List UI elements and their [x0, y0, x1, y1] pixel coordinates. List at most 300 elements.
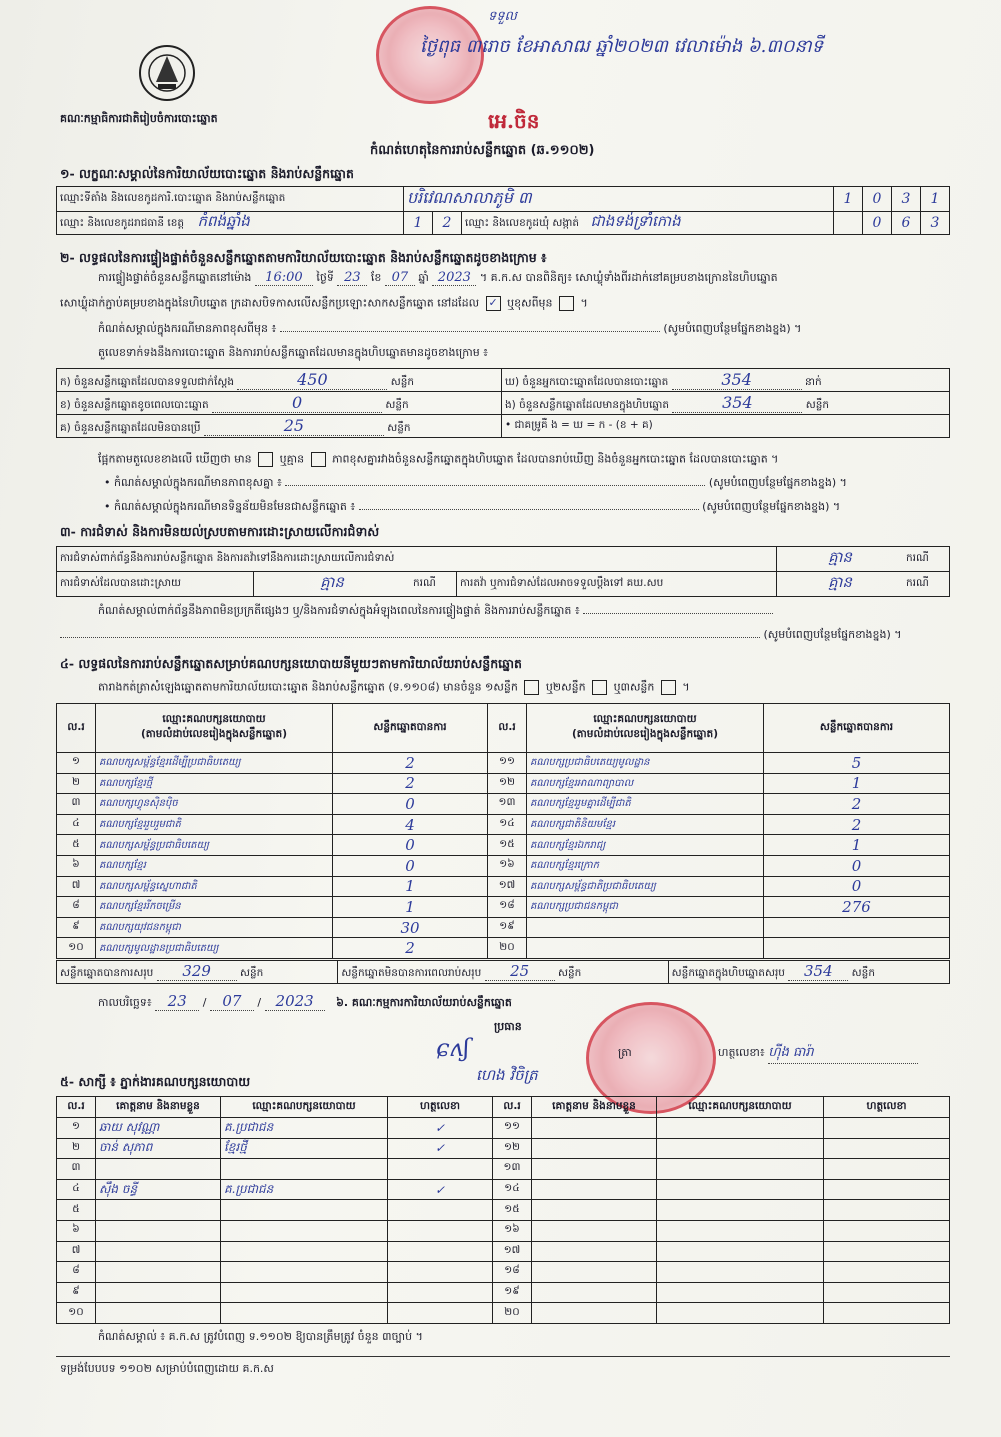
complaint-count-value: គ្មាន	[777, 547, 904, 572]
date-line: កាលបរិច្ឆេទ៖ 23 / 07 / 2023 ៦. គណៈកម្មការការិយាល័យរាប់សន្លឹកឆ្នោត	[98, 992, 512, 1010]
witness-col-sign-left: ហត្ថលេខា	[388, 1097, 493, 1118]
resolved-label: ការជំទាស់ដែលបានដោះស្រាយ	[57, 572, 254, 597]
party-name: គណបក្សខ្មែរឯករាជ្យ	[527, 835, 764, 856]
verify-text: ។ គ.ក.ស បានពិនិត្យ៖ សោឃ្លុំទាំងពីរដាក់នៅគម្របខាងក្រោននៃហិបឆ្នោត	[479, 271, 778, 284]
witness-party	[221, 1282, 388, 1303]
station-name: បរិវេណសាលាភូមិ ៣	[404, 187, 834, 212]
formula: • ជាគម្រូគឺ ង = ឃ = ក - (ខ + គ)	[502, 415, 950, 438]
province-code-1: 1	[404, 212, 433, 235]
figure-kha-value: 0	[212, 393, 382, 413]
changed-checkbox[interactable]	[559, 296, 574, 311]
witness-col-party-left: ឈ្មោះគណបក្សនយោបាយ	[221, 1097, 388, 1118]
witness-name	[96, 1200, 221, 1221]
figure-ngo-unit: សន្លឹក	[805, 398, 830, 411]
witness-party: ខ្មែរថ្មី	[221, 1138, 388, 1159]
date-year: 2023	[265, 992, 325, 1011]
figure-ka-label: ក) ចំនួនសន្លឹកឆ្នោតដែលបានទទួលជាក់ស្តែង	[60, 375, 235, 388]
witness-no: ១៧	[493, 1241, 532, 1262]
chair-name: ហេង វិចិត្រ	[476, 1066, 538, 1084]
party-name: គណបក្សប្រជាធិបតេយ្យមូលដ្ឋាន	[527, 753, 764, 774]
results-col-party-left-title: ឈ្មោះគណបក្សនយោបាយ	[162, 713, 266, 725]
sign-line	[718, 1044, 918, 1064]
figure-ko-unit: សន្លឹក	[387, 421, 411, 434]
diff-note-field[interactable]	[285, 485, 705, 486]
figures-table	[56, 368, 950, 438]
nonballot-note-label: • កំណត់សម្គាល់ក្នុងករណីមានទិន្នន័យមិនមែនជាសន្លឹកឆ្នោត ៖	[104, 500, 356, 513]
complaints-table	[56, 546, 950, 597]
witness-party	[657, 1118, 824, 1139]
witness-name	[532, 1262, 657, 1283]
witness-no: ៦	[57, 1220, 96, 1241]
witness-party: គ.ប្រជាជន	[221, 1118, 388, 1139]
irregularity-note-field-2[interactable]	[60, 637, 760, 638]
commune-code-3: 3	[921, 212, 950, 235]
verify-month-label: ខែ	[370, 271, 382, 284]
chair-label: ប្រធាន	[494, 1020, 522, 1033]
form-footer: ទម្រង់បែបបទ ១១០២ សម្រាប់បំពេញដោយ គ.ក.ស	[60, 1362, 274, 1375]
figure-ko	[57, 415, 502, 438]
witness-row	[57, 1303, 950, 1324]
witness-signature	[388, 1220, 493, 1241]
results-col-no-right: ល.រ	[488, 704, 527, 753]
results-row	[57, 814, 950, 835]
difference-check-line	[98, 452, 958, 469]
verify-year-label: ឆ្នាំ	[418, 271, 429, 284]
difference-note-hint: (សូមបំពេញបន្ថែមផ្នែកខាងខ្នង) ។	[663, 322, 802, 335]
witness-party	[657, 1179, 824, 1200]
diff-no-label: ឬគ្មាន	[279, 452, 305, 466]
party-no: ៨	[57, 897, 96, 918]
witness-name	[96, 1241, 221, 1262]
party-name	[527, 938, 764, 959]
witness-name	[96, 1282, 221, 1303]
tally-sheet-2-label: ឬ២សន្លឹក	[545, 680, 586, 694]
diff-note-hint: (សូមបំពេញបន្ថែមផ្នែកខាងខ្នង) ។	[708, 476, 847, 489]
committee-name: គណៈកម្មាធិការជាតិរៀបចំការបោះឆ្នោត	[60, 112, 218, 125]
date-month: 07	[210, 992, 254, 1011]
party-name: គណបក្សហ្វុនស៊ិនប៉ិច	[96, 794, 333, 815]
figure-ko-value: 25	[204, 416, 384, 436]
witness-signature	[388, 1200, 493, 1221]
witness-row	[57, 1138, 950, 1159]
figure-ka-value: 450	[237, 370, 387, 390]
witness-name	[532, 1303, 657, 1324]
final-note: កំណត់សម្គាល់ ៖ គ.ក.ស ត្រូវបំពេញ ទ.១១០២ ឱ្យបានត្រឹមត្រូវ ចំនួន ៣ច្បាប់ ។	[98, 1330, 423, 1343]
station-code-2: 0	[863, 187, 892, 212]
witness-row	[57, 1200, 950, 1221]
diff-yes-label: ផ្អែកតាមតួលេខខាងលើ ឃើញថា មាន	[98, 452, 252, 466]
sign-label: ហត្ថលេខា៖	[718, 1046, 765, 1059]
figure-kho-value: 354	[672, 370, 802, 390]
witness-name: ឆាយ សុវណ្ណា	[96, 1118, 221, 1139]
results-row	[57, 876, 950, 897]
party-name: គណបក្សយុវជនកម្ពុជា	[96, 917, 333, 938]
witness-name: ស៊ឹង ចន្ធី	[96, 1179, 221, 1200]
witness-signature	[824, 1220, 950, 1241]
witness-name	[96, 1262, 221, 1283]
witness-name	[532, 1220, 657, 1241]
party-name: គណបក្សខ្មែររីកចម្រើន	[96, 897, 333, 918]
witness-name	[532, 1159, 657, 1180]
witness-signature	[824, 1138, 950, 1159]
party-name: គណបក្សខ្មែរក្រោក	[527, 855, 764, 876]
results-col-party-right-sub: (តាមលំដាប់លេខរៀងក្នុងសន្លឹកឆ្នោត)	[571, 728, 719, 740]
party-no: ១៩	[488, 917, 527, 938]
diff-no-checkbox[interactable]	[311, 452, 326, 467]
party-name: គណបក្សខ្មែររួបរួមជាតិ	[96, 814, 333, 835]
party-no: ២០	[488, 938, 527, 959]
witness-signature: ✓	[388, 1179, 493, 1200]
results-row	[57, 917, 950, 938]
witness-party	[221, 1220, 388, 1241]
tally-3-checkbox[interactable]	[661, 680, 676, 695]
nonballot-note-hint: (សូមបំពេញបន្ថែមផ្នែកខាងខ្នង) ។	[702, 500, 841, 513]
total-valid-unit: សន្លឹក	[240, 967, 264, 979]
witness-party	[221, 1159, 388, 1180]
appeal-value: គ្មាន	[777, 572, 904, 597]
results-col-party-right-title: ឈ្មោះគណបក្សនយោបាយ	[593, 713, 697, 725]
irregularity-note	[98, 604, 773, 620]
results-row	[57, 835, 950, 856]
witness-party: គ.ប្រជាជន	[221, 1179, 388, 1200]
seal-status-text: សោឃ្លុំដាក់ភ្ជាប់គម្របខាងក្នុងនៃហិបឆ្នោត ក្រដាសបិទកាសលើសន្លឹកប្រឡោះសាកសន្លឹកឆ្នោត នៅដដែល	[60, 296, 480, 310]
witness-name	[532, 1138, 657, 1159]
party-votes: 4	[333, 814, 488, 835]
witness-no: ១៩	[493, 1282, 532, 1303]
resolved-value: គ្មាន	[254, 572, 411, 597]
commune-code-1: 0	[863, 212, 892, 235]
party-votes: 0	[333, 835, 488, 856]
verify-year: 2023	[432, 270, 476, 286]
difference-note-field[interactable]	[280, 331, 660, 332]
diff-yes-checkbox[interactable]	[258, 452, 273, 467]
witness-no: ៤	[57, 1179, 96, 1200]
witness-signature	[824, 1118, 950, 1139]
date-day: 23	[155, 992, 199, 1011]
witness-party	[657, 1159, 824, 1180]
seal-label: ត្រា	[618, 1046, 632, 1059]
witness-no: ១៦	[493, 1220, 532, 1241]
witness-row	[57, 1282, 950, 1303]
form-title: កំណត់ហេតុនៃការរាប់សន្លឹកឆ្នោត (ឆ.១១០២)	[370, 143, 595, 158]
results-col-votes-right: សន្លឹកឆ្នោតបានការ	[764, 704, 950, 753]
province-code-2: 2	[433, 212, 462, 235]
witness-no: ១៥	[493, 1200, 532, 1221]
results-row	[57, 794, 950, 815]
party-no: ១៣	[488, 794, 527, 815]
section5-heading: ៥- សាក្សី ៖ ភ្នាក់ងារគណបក្សនយោបាយ	[60, 1074, 251, 1089]
party-no: ៩	[57, 917, 96, 938]
party-name: គណបក្សខ្មែរថ្មី	[96, 773, 333, 794]
tally-sheet-line: តារាងកត់ត្រាសំឡេងឆ្នោតតាមការិយាល័យបោះឆ្នោត និងរាប់សន្លឹកឆ្នោត (ទ.១១០៨) មានចំនួន ១សន្លឹក ឬ២សន្លឹក ឬ៣សន្លឹក ។	[98, 680, 690, 694]
witness-no: ៧	[57, 1241, 96, 1262]
witness-party	[657, 1282, 824, 1303]
unchanged-checkbox[interactable]: ✓	[486, 296, 501, 311]
sign-name: ហ៊ីង ធារ៉ា	[768, 1044, 918, 1064]
results-col-party-right	[527, 704, 764, 753]
results-totals	[56, 960, 950, 984]
party-name: គណបក្សសម្ព័ន្ធស្នេហាជាតិ	[96, 876, 333, 897]
party-votes: 2	[764, 814, 950, 835]
party-name: គណបក្សប្រជាជនកម្ពុជា	[527, 897, 764, 918]
witness-signature	[824, 1179, 950, 1200]
results-table	[56, 703, 950, 959]
figure-ka-unit: សន្លឹក	[390, 375, 415, 388]
party-votes: 30	[333, 917, 488, 938]
witness-no: ១៤	[493, 1179, 532, 1200]
verify-time-label: ការផ្ទៀងផ្ទាត់ចំនួនសន្លឹកឆ្នោតនៅម៉ោង	[98, 271, 252, 284]
figure-kho-label: ឃ) ចំនួនអ្នកបោះឆ្នោតដែលបានបោះឆ្នោត	[505, 375, 669, 388]
witness-party	[657, 1200, 824, 1221]
party-votes: 1	[764, 773, 950, 794]
irregularity-note-2	[60, 628, 950, 644]
witness-col-sign-right: ហត្ថលេខា	[824, 1097, 950, 1118]
witness-row	[57, 1220, 950, 1241]
figures-intro: តួលេខទាក់ទងនឹងការបោះឆ្នោត និងការរាប់សន្លឹកឆ្នោតដែលមានក្នុងហិបឆ្នោតមានដូចខាងក្រោម ៖	[98, 346, 489, 359]
results-row	[57, 938, 950, 959]
witness-row	[57, 1118, 950, 1139]
tally-sheet-1-label: តារាងកត់ត្រាសំឡេងឆ្នោតតាមការិយាល័យបោះឆ្នោត និងរាប់សន្លឹកឆ្នោត (ទ.១១០៨) មានចំនួន ១សន្លឹក	[98, 680, 518, 694]
commune-row	[462, 212, 834, 235]
party-no: ៦	[57, 855, 96, 876]
tally-1-checkbox[interactable]	[524, 680, 539, 695]
witness-name: ចាន់ សុភាព	[96, 1138, 221, 1159]
irregularity-note-label: កំណត់សម្គាល់ពាក់ព័ន្ធនឹងភាពមិនប្រក្រតីផ្សេងៗ ឬ/និងការជំទាស់ក្នុងអំឡុងពេលនៃការផ្ទៀងផ្ទាត់ និងការរាប់សន្លឹកឆ្នោត ៖	[98, 604, 580, 617]
total-in-box-unit: សន្លឹក	[851, 967, 875, 979]
witness-signature	[824, 1200, 950, 1221]
party-name	[527, 917, 764, 938]
witness-signature: ✓	[388, 1138, 493, 1159]
results-col-party-left-sub: (តាមលំដាប់លេខរៀងក្នុងសន្លឹកឆ្នោត)	[140, 728, 288, 740]
station-code-4: 1	[921, 187, 950, 212]
figure-kha-unit: សន្លឹក	[385, 398, 409, 411]
appeal-unit: ករណី	[903, 572, 950, 597]
witness-no: ៨	[57, 1262, 96, 1283]
difference-note-label: កំណត់សម្គាល់ក្នុងករណីមានភាពខុសពីមុន ៖	[98, 322, 277, 335]
party-name: គណបក្សសម្ព័ន្ធប្រជាធិបតេយ្យ	[96, 835, 333, 856]
witness-signature	[824, 1303, 950, 1324]
section1-heading: ១- លក្ខណៈសម្គាល់នៃការិយាល័យបោះឆ្នោត និងរាប់សន្លឹកឆ្នោត	[60, 166, 354, 181]
witness-party	[221, 1200, 388, 1221]
station-label: ឈ្មោះទីតាំង និងលេខកូដការិ.បោះឆ្នោត និងរាប់សន្លឹកឆ្នោត	[57, 187, 404, 212]
section1-table	[56, 186, 950, 235]
total-valid	[57, 961, 338, 984]
diff-note-line	[104, 476, 954, 492]
province-name: កំពង់ឆ្នាំង	[197, 212, 250, 230]
nec-logo	[136, 42, 198, 104]
witness-name	[96, 1220, 221, 1241]
witness-name	[532, 1241, 657, 1262]
figure-kho-unit: នាក់	[804, 375, 822, 388]
party-no: ៧	[57, 876, 96, 897]
witness-no: ៩	[57, 1282, 96, 1303]
witness-no: ៣	[57, 1159, 96, 1180]
party-no: ៥	[57, 835, 96, 856]
witness-signature	[388, 1303, 493, 1324]
witness-party	[657, 1220, 824, 1241]
party-votes: 2	[333, 938, 488, 959]
results-col-votes-left: សន្លឹកឆ្នោតបានការ	[333, 704, 488, 753]
province-row	[57, 212, 404, 235]
form-code-stamp: អេ.ចិន	[488, 109, 540, 133]
witness-no: ១៣	[493, 1159, 532, 1180]
witness-name	[532, 1179, 657, 1200]
chair-signature: ɕʌʃ	[436, 1034, 470, 1062]
party-votes: 1	[333, 897, 488, 918]
party-no: ១	[57, 753, 96, 774]
party-votes: 2	[333, 753, 488, 774]
complaint-count-unit: ករណី	[903, 547, 950, 572]
complaint-count-label: ការជំទាស់ពាក់ព័ន្ធនឹងការរាប់សន្លឹកឆ្នោត និងការតវ៉ាទៅនឹងការដោះស្រាយលើការជំទាស់	[57, 547, 777, 572]
results-row	[57, 753, 950, 774]
figure-kho	[502, 369, 950, 392]
party-name: គណបក្សខ្មែរអាណាព្យាបាល	[527, 773, 764, 794]
witness-row	[57, 1179, 950, 1200]
witness-party	[657, 1303, 824, 1324]
received-note: ទទួល	[488, 9, 517, 24]
figure-ka	[57, 369, 502, 392]
figure-ngo-value: 354	[672, 393, 802, 413]
witness-party	[657, 1138, 824, 1159]
witness-col-no-right: ល.រ	[493, 1097, 532, 1118]
party-votes: 2	[333, 773, 488, 794]
figure-ngo	[502, 392, 950, 415]
commune-label: ឈ្មោះ និងលេខកូដឃុំ សង្កាត់	[465, 217, 580, 229]
results-col-party-left	[96, 704, 333, 753]
party-no: ១៥	[488, 835, 527, 856]
results-row	[57, 897, 950, 918]
witness-signature	[388, 1159, 493, 1180]
party-no: ១៤	[488, 814, 527, 835]
received-datetime: ថ្ងៃពុធ ៣រោច ខែអាសាឍ ឆ្នាំ២០២៣ វេលាម៉ោង ៦.៣០នាទី	[420, 36, 824, 57]
results-col-no-left: ល.រ	[57, 704, 96, 753]
total-in-box-label: សន្លឹកឆ្នោតក្នុងហិបឆ្នោតសរុប	[671, 967, 785, 979]
witness-signature: ✓	[388, 1118, 493, 1139]
witness-no: ២០	[493, 1303, 532, 1324]
party-votes	[764, 938, 950, 959]
party-votes: 1	[333, 876, 488, 897]
witness-name	[532, 1200, 657, 1221]
witness-no: ១០	[57, 1303, 96, 1324]
nonballot-note-line	[104, 500, 954, 516]
witness-signature	[824, 1262, 950, 1283]
irregularity-note-field[interactable]	[583, 613, 773, 614]
witness-col-party-right: ឈ្មោះគណបក្សនយោបាយ	[657, 1097, 824, 1118]
witness-signature	[388, 1262, 493, 1283]
total-in-box	[668, 961, 949, 984]
witness-no: ១២	[493, 1138, 532, 1159]
results-row	[57, 855, 950, 876]
witness-no: ២	[57, 1138, 96, 1159]
count-committee-label: ៦. គណៈកម្មការការិយាល័យរាប់សន្លឹកឆ្នោត	[336, 996, 512, 1009]
total-invalid-value: 25	[485, 962, 555, 981]
witness-party	[221, 1262, 388, 1283]
party-votes: 0	[333, 855, 488, 876]
witness-no: ១១	[493, 1118, 532, 1139]
date-label: កាលបរិច្ឆេទ៖	[98, 996, 152, 1009]
party-votes: 0	[764, 855, 950, 876]
total-invalid-label: សន្លឹកឆ្នោតមិនបានការពេលរាប់សរុប	[341, 967, 482, 979]
province-label: ឈ្មោះ និងលេខកូដរាជធានី ខេត្ត	[60, 217, 185, 229]
witness-signature	[824, 1241, 950, 1262]
station-code-3: 3	[892, 187, 921, 212]
party-votes: 0	[333, 794, 488, 815]
tally-sheet-3-label: ឬ៣សន្លឹក	[613, 680, 655, 694]
witness-party	[221, 1303, 388, 1324]
witness-name	[532, 1118, 657, 1139]
witness-row	[57, 1159, 950, 1180]
figure-kha	[57, 392, 502, 415]
results-row	[57, 773, 950, 794]
appeal-label: ការតវ៉ា ឬការជំទាស់ដែលអាចទទួលប្តឹងទៅ គឃ.សប	[457, 572, 777, 597]
witness-name	[96, 1159, 221, 1180]
party-no: ២	[57, 773, 96, 794]
witness-signature	[388, 1241, 493, 1262]
party-no: ១២	[488, 773, 527, 794]
commune-code-2: 6	[892, 212, 921, 235]
irregularity-note-hint: (សូមបំពេញបន្ថែមផ្នែកខាងខ្នង) ។	[763, 628, 902, 641]
tally-2-checkbox[interactable]	[592, 680, 607, 695]
witness-row	[57, 1241, 950, 1262]
resolved-unit: ករណី	[410, 572, 457, 597]
witness-name	[96, 1303, 221, 1324]
party-no: ១៦	[488, 855, 527, 876]
diff-note-label: • កំណត់សម្គាល់ក្នុងករណីមានភាពខុសគ្នា ៖	[104, 476, 282, 489]
party-votes: 0	[764, 876, 950, 897]
difference-note-line	[98, 322, 958, 338]
party-no: ១៧	[488, 876, 527, 897]
party-votes: 1	[764, 835, 950, 856]
total-invalid	[338, 961, 668, 984]
party-no: ១៨	[488, 897, 527, 918]
total-invalid-unit: សន្លឹក	[557, 967, 582, 979]
witness-col-no-left: ល.រ	[57, 1097, 96, 1118]
party-name: គណបក្សសម្ព័ន្ធជាតិប្រជាធិបតេយ្យ	[527, 876, 764, 897]
diff-text: ភាពខុសគ្នារវាងចំនួនសន្លឹកឆ្នោតក្នុងហិបឆ្នោត ដែលបានរាប់ឃើញ និងចំនួនអ្នកបោះឆ្នោត ដែលបានបោះឆ្នោត ។	[332, 452, 779, 466]
figure-ngo-label: ង) ចំនួនសន្លឹកឆ្នោតដែលមានក្នុងហិបឆ្នោត	[505, 398, 670, 411]
witness-table	[56, 1096, 950, 1324]
nonballot-note-field[interactable]	[359, 509, 699, 510]
party-votes: 276	[764, 897, 950, 918]
party-votes: 5	[764, 753, 950, 774]
verify-day: 23	[337, 270, 367, 286]
party-votes	[764, 917, 950, 938]
party-no: ១០	[57, 938, 96, 959]
figure-kha-label: ខ) ចំនួនសន្លឹកឆ្នោតខូចពេលបោះឆ្នោត	[60, 398, 209, 411]
section3-heading: ៣- ការជំទាស់ និងការមិនយល់ស្របតាមការដោះស្រាយលើការជំទាស់	[60, 524, 380, 539]
total-valid-value: 329	[157, 962, 237, 981]
verify-month: 07	[385, 270, 415, 286]
party-no: ៣	[57, 794, 96, 815]
witness-party	[221, 1241, 388, 1262]
witness-row	[57, 1262, 950, 1283]
party-name: គណបក្សខ្មែររួមគ្នាដើម្បីជាតិ	[527, 794, 764, 815]
witness-col-name-left: គោត្តនាម និងនាមខ្លួន	[96, 1097, 221, 1118]
party-name: គណបក្សសម្ព័ន្ធខ្មែរដើម្បីប្រជាធិបតេយ្យ	[96, 753, 333, 774]
verify-time: 16:00	[255, 270, 313, 286]
station-code-1: 1	[834, 187, 863, 212]
witness-party	[657, 1241, 824, 1262]
witness-no: ១	[57, 1118, 96, 1139]
verification-paragraph	[98, 270, 958, 287]
witness-col-name-right: គោត្តនាម និងនាមខ្លួន	[532, 1097, 657, 1118]
party-name: គណបក្សជាតិនិយមខ្មែរ	[527, 814, 764, 835]
witness-no: ១៨	[493, 1262, 532, 1283]
party-name: គណបក្សខ្មែរ	[96, 855, 333, 876]
section2-heading: ២- លទ្ធផលនៃការផ្ទៀងផ្ទាត់ចំនួនសន្លឹកឆ្នោតតាមការិយាល័យបោះឆ្នោត និងរាប់សន្លឹកឆ្នោតដូចខាងក្រោម ៖	[60, 250, 547, 265]
total-in-box-value: 354	[788, 962, 848, 981]
verify-day-label: ថ្ងៃទី	[316, 271, 334, 284]
